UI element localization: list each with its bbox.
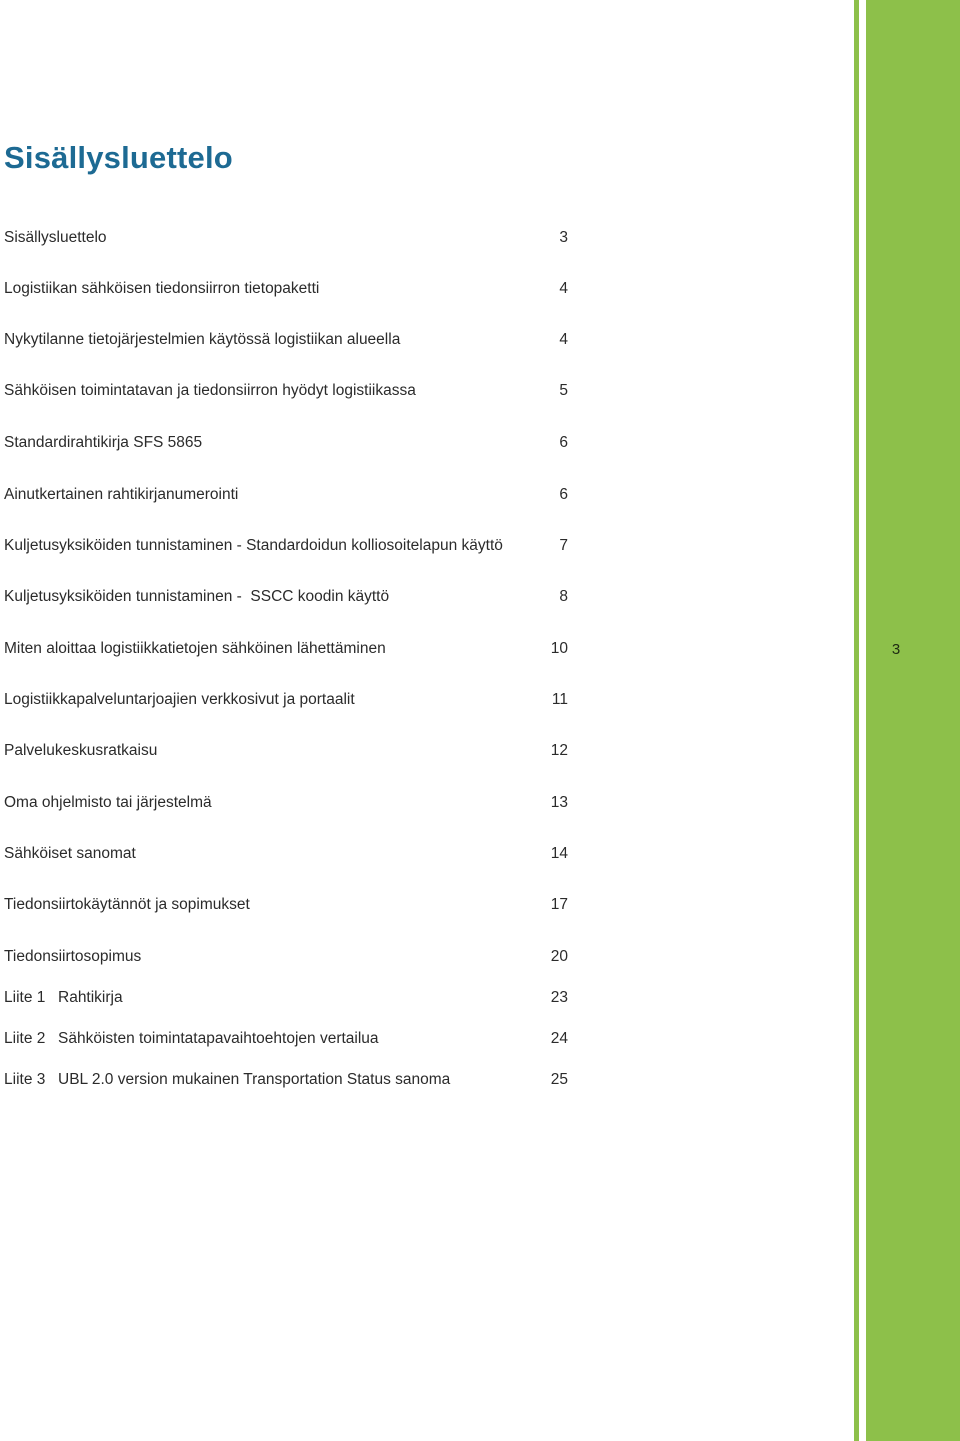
toc-entry-title: Sähköiset sanomat [4, 845, 136, 862]
toc-entry[interactable] [4, 432, 568, 454]
toc-entry-page: 7 [559, 537, 568, 554]
toc-entry-title: Ainutkertainen rahtikirjanumerointi [4, 486, 239, 503]
toc-entry[interactable] [4, 484, 568, 506]
toc-entry[interactable] [4, 329, 568, 351]
toc-entry-title: Palvelukeskusratkaisu [4, 742, 158, 759]
appendix-number: Liite 3 [4, 1071, 46, 1088]
toc-entry-page: 3 [559, 229, 568, 246]
toc-entry-title: Logistiikan sähköisen tiedonsiirron tietopaketti [4, 280, 320, 297]
toc-appendix-entry[interactable] [4, 987, 568, 1009]
toc-entry-page: 24 [550, 1030, 568, 1047]
toc-entry-title: Sähköisen toimintatavan ja tiedonsiirron hyödyt logistiikassa [4, 382, 416, 399]
toc-entry-page: 13 [550, 794, 568, 811]
page-number: 3 [891, 641, 901, 658]
appendix-number: Liite 2 [4, 1030, 46, 1047]
toc-entry[interactable] [4, 740, 568, 762]
toc-entry-title: Standardirahtikirja SFS 5865 [4, 434, 203, 451]
toc-entry-page: 4 [559, 280, 568, 297]
toc-entry-title: Logistiikkapalveluntarjoajien verkkosivut ja portaalit [4, 691, 355, 708]
toc-entry[interactable] [4, 586, 568, 608]
page-title: Sisällysluettelo [4, 140, 233, 175]
toc-entry[interactable] [4, 535, 568, 557]
toc-entry-title: Tiedonsiirtokäytännöt ja sopimukset [4, 896, 250, 913]
toc-entry[interactable] [4, 689, 568, 711]
toc-entry-title: Kuljetusyksiköiden tunnistaminen - Standardoidun kolliosoitelapun käyttö [4, 537, 503, 554]
toc-entry-page: 17 [550, 896, 568, 913]
toc-entry-page: 4 [559, 331, 568, 348]
toc-entry[interactable] [4, 278, 568, 300]
toc-entry-page: 6 [559, 434, 568, 451]
toc-entry[interactable] [4, 792, 568, 814]
toc-entry-page: 5 [559, 382, 568, 399]
appendix-number: Liite 1 [4, 989, 46, 1006]
toc-entry[interactable] [4, 946, 568, 968]
toc-entry-title: Miten aloittaa logistiikkatietojen sähköinen lähettäminen [4, 640, 386, 657]
appendix-title: UBL 2.0 version mukainen Transportation Status sanoma [58, 1071, 451, 1088]
appendix-title: Rahtikirja [58, 989, 123, 1006]
toc-entry-page: 10 [550, 640, 568, 657]
toc-entry[interactable] [4, 894, 568, 916]
toc-entry[interactable] [4, 380, 568, 402]
side-stripe-gap [859, 0, 866, 1441]
toc-entry-title: Tiedonsiirtosopimus [4, 948, 142, 965]
toc-entry-page: 14 [550, 845, 568, 862]
toc-entry-page: 12 [550, 742, 568, 759]
toc-appendix-entry[interactable] [4, 1028, 568, 1050]
toc-entry-title: Nykytilanne tietojärjestelmien käytössä logistiikan alueella [4, 331, 401, 348]
toc-entry[interactable] [4, 843, 568, 865]
toc-entry[interactable] [4, 227, 568, 249]
toc-entry-title: Kuljetusyksiköiden tunnistaminen - SSCC koodin käyttö [4, 588, 390, 605]
toc-entry[interactable] [4, 638, 568, 660]
toc-appendix-entry[interactable] [4, 1069, 568, 1091]
toc-entry-page: 11 [551, 691, 568, 708]
side-stripe-wide [866, 0, 960, 1441]
toc-entry-page: 23 [550, 989, 568, 1006]
toc-entry-page: 8 [559, 588, 568, 605]
appendix-title: Sähköisten toimintatapavaihtoehtojen vertailua [58, 1030, 379, 1047]
toc-entry-title: Oma ohjelmisto tai järjestelmä [4, 794, 212, 811]
toc-entry-page: 6 [559, 486, 568, 503]
toc-entry-title: Sisällysluettelo [4, 229, 107, 246]
toc-entry-page: 20 [550, 948, 568, 965]
toc-entry-page: 25 [550, 1071, 568, 1088]
